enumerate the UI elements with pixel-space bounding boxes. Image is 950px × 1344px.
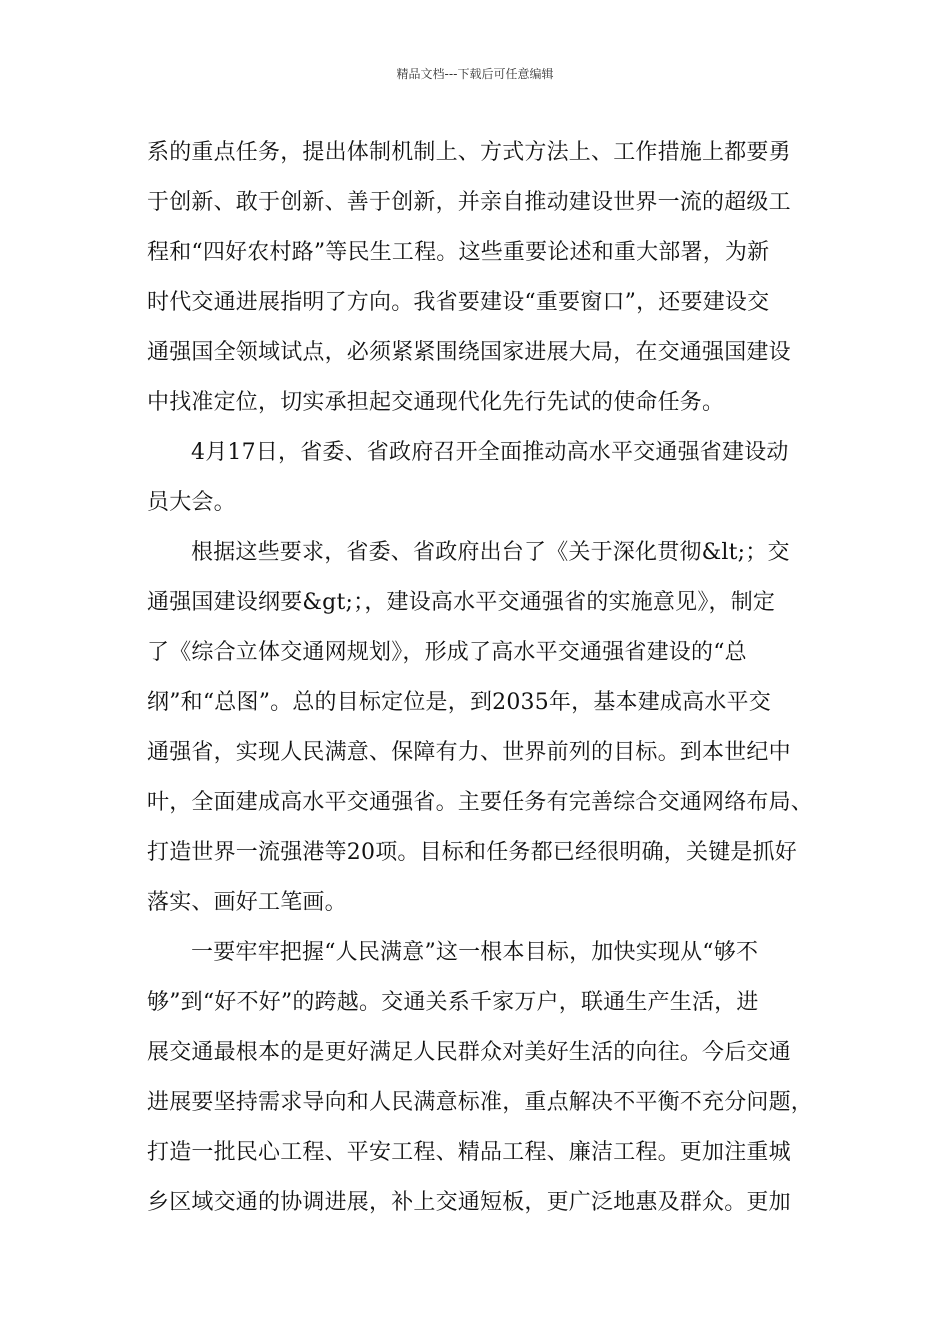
text-line: 程和“四好农村路”等民生工程。这些重要论述和重大部署，为新 bbox=[147, 240, 770, 265]
text-line: 员大会。 bbox=[147, 490, 236, 515]
text-line: 打造世界一流强港等20项。目标和任务都已经很明确，关键是抓好 bbox=[147, 840, 797, 865]
text-line: 落实、画好工笔画。 bbox=[147, 890, 347, 915]
text-line: 系的重点任务，提出体制机制上、方式方法上、工作措施上都要勇 bbox=[147, 140, 791, 165]
text-line: 通强省，实现人民满意、保障有力、世界前列的目标。到本世纪中 bbox=[147, 740, 791, 765]
paragraph-start-line: 一要牢牢把握“人民满意”这一根本目标，加快实现从“够不 bbox=[191, 940, 759, 965]
text-line: 了《综合立体交通网规划》，形成了高水平交通强省建设的“总 bbox=[147, 640, 747, 665]
text-line: 乡区域交通的协调进展，补上交通短板，更广泛地惠及群众。更加 bbox=[147, 1190, 791, 1215]
text-line: 中找准定位，切实承担起交通现代化先行先试的使命任务。 bbox=[147, 390, 725, 415]
text-line: 纲”和“总图”。总的目标定位是，到2035年，基本建成高水平交 bbox=[147, 690, 771, 715]
text-line: 叶，全面建成高水平交通强省。主要任务有完善综合交通网络布局、 bbox=[147, 790, 814, 815]
text-line: 够”到“好不好”的跨越。交通关系千家万户，联通生产生活，进 bbox=[147, 990, 759, 1015]
body-text bbox=[147, 128, 827, 1228]
text-line: 通强国全领域试点，必须紧紧围绕国家进展大局，在交通强国建设 bbox=[147, 340, 791, 365]
text-line: 于创新、敢于创新、善于创新，并亲自推动建设世界一流的超级工 bbox=[147, 190, 791, 215]
paragraph-start-line: 4月17日，省委、省政府召开全面推动高水平交通强省建设动 bbox=[191, 440, 789, 465]
text-line: 展交通最根本的是更好满足人民群众对美好生活的向往。今后交通 bbox=[147, 1040, 791, 1065]
text-line: 进展要坚持需求导向和人民满意标准，重点解决不平衡不充分问题， bbox=[147, 1090, 814, 1115]
text-line: 打造一批民心工程、平安工程、精品工程、廉洁工程。更加注重城 bbox=[147, 1140, 791, 1165]
paragraph-start-line: 根据这些要求，省委、省政府出台了《关于深化贯彻&lt;；交 bbox=[191, 540, 790, 565]
page-header: 精品文档---下载后可任意编辑 bbox=[396, 67, 554, 81]
text-line: 时代交通进展指明了方向。我省要建设“重要窗口”，还要建设交 bbox=[147, 290, 770, 315]
text-line: 通强国建设纲要&gt;；，建设高水平交通强省的实施意见》，制定 bbox=[147, 590, 776, 615]
